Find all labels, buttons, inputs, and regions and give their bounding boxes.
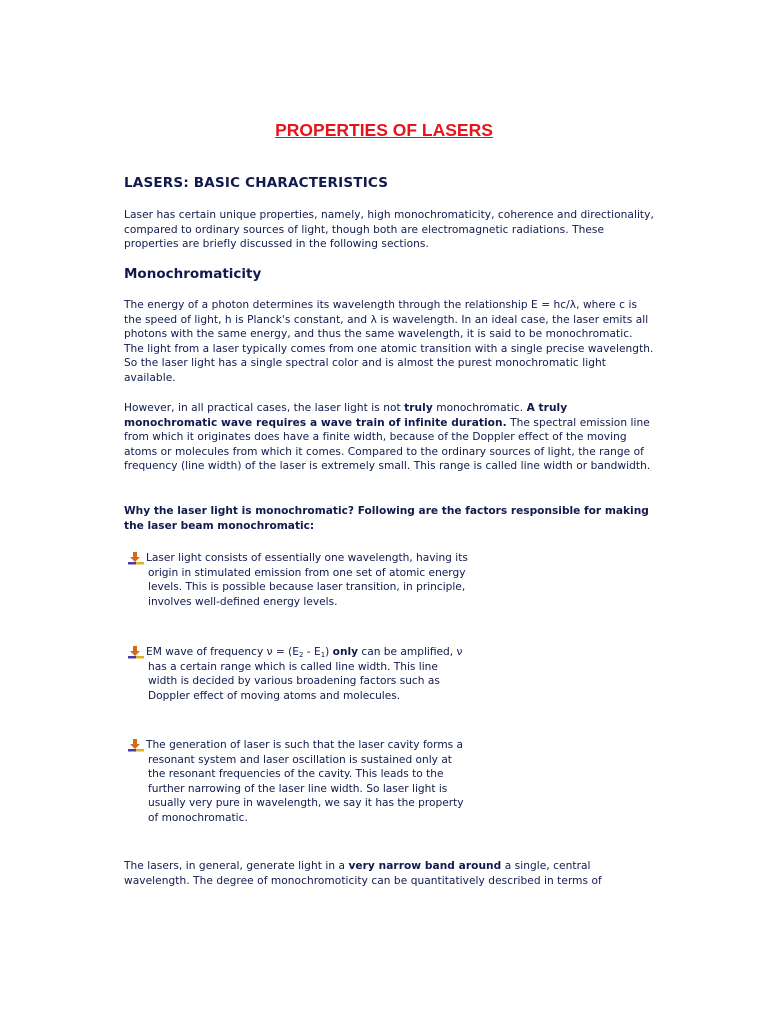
down-arrow-bullet-icon	[128, 739, 146, 753]
subsection-heading: Monochromaticity	[124, 266, 262, 282]
bullet2-text-mid: - E	[303, 646, 321, 658]
paragraph-photon-energy: The energy of a photon determines its wavelength through the relationship E = hc/λ, where c is the speed of light, h is Planck's constant, and λ is wavelength. In an ideal case, the laser emits all photons with the same energy, and thus the same wavelength, it is said to be monochromatic. The light from a laser typically comes from one atomic transition with a single precise wavelength. So the laser light has a single spectral color and is almost the purest monochromatic light available.	[124, 299, 654, 384]
para2-bold-statement: A truly monochromatic wave requires a wave train of infinite duration.	[124, 402, 568, 429]
bullet-text-3: The generation of laser is such that the laser cavity forms a resonant system and laser oscillation is sustained only at the resonant frequencies of the cavity. This leads to the further narrowing of the laser line width. So laser light is usually very pure in wavelength, we say it has the property of monochromatic.	[146, 739, 464, 824]
para2-text-1: However, in all practical cases, the laser light is not	[124, 402, 405, 414]
closing-bold: very narrow band around	[348, 860, 502, 872]
bullet-item-1	[128, 551, 468, 609]
bullet-text-2	[128, 645, 468, 703]
down-arrow-bullet-icon	[128, 552, 146, 566]
para2-text-3: The spectral emission line from which it originates does have a finite width, because of the Doppler effect of the moving atoms or molecules from which it comes. Compared to the ordinary sources of light, the range of frequency (line width) of the laser is extremely small. This range is called line width or bandwidth.	[124, 416, 651, 472]
page-title: PROPERTIES OF LASERS	[275, 120, 493, 140]
para2-bold-truly: truly	[404, 402, 433, 414]
closing-text-2: a single, central wavelength. The degree of monochromoticity can be quantitatively described in terms of	[124, 860, 602, 887]
bullet2-text-3: can be amplified, ν has a certain range which is called line width. This line width is decided by various broadening factors such as Doppler effect of moving atoms and molecules.	[148, 646, 463, 702]
bullet2-bold-only: only	[332, 646, 359, 658]
bullet2-text-2: )	[325, 646, 333, 658]
bullet2-sub-1: 2	[298, 651, 304, 659]
bullet-item-2	[128, 645, 468, 703]
bullet-text-1: Laser light consists of essentially one wavelength, having its origin in stimulated emission from one set of atomic energy levels. This is possible because laser transition, in principle, involves well-defined energy levels.	[146, 552, 468, 608]
bullet2-text-1: EM wave of frequency ν = (E	[146, 646, 299, 658]
closing-text-1: The lasers, in general, generate light in a	[124, 860, 349, 872]
question-heading: Why the laser light is monochromatic? Following are the factors responsible for making the laser beam monochromatic:	[124, 505, 649, 532]
paragraph-practical-cases	[124, 401, 654, 474]
bullet2-sub-2: 1	[320, 651, 326, 659]
bullet-item-3	[128, 738, 468, 825]
intro-paragraph: Laser has certain unique properties, namely, high monochromaticity, coherence and directionality, compared to ordinary sources of light, though both are electromagnetic radiations. These properties are briefly discussed in the following sections.	[124, 209, 654, 250]
section-heading: LASERS: BASIC CHARACTERISTICS	[124, 175, 389, 191]
para2-text-2: monochromatic.	[432, 402, 527, 414]
closing-paragraph	[124, 859, 654, 888]
down-arrow-bullet-icon	[128, 646, 146, 660]
